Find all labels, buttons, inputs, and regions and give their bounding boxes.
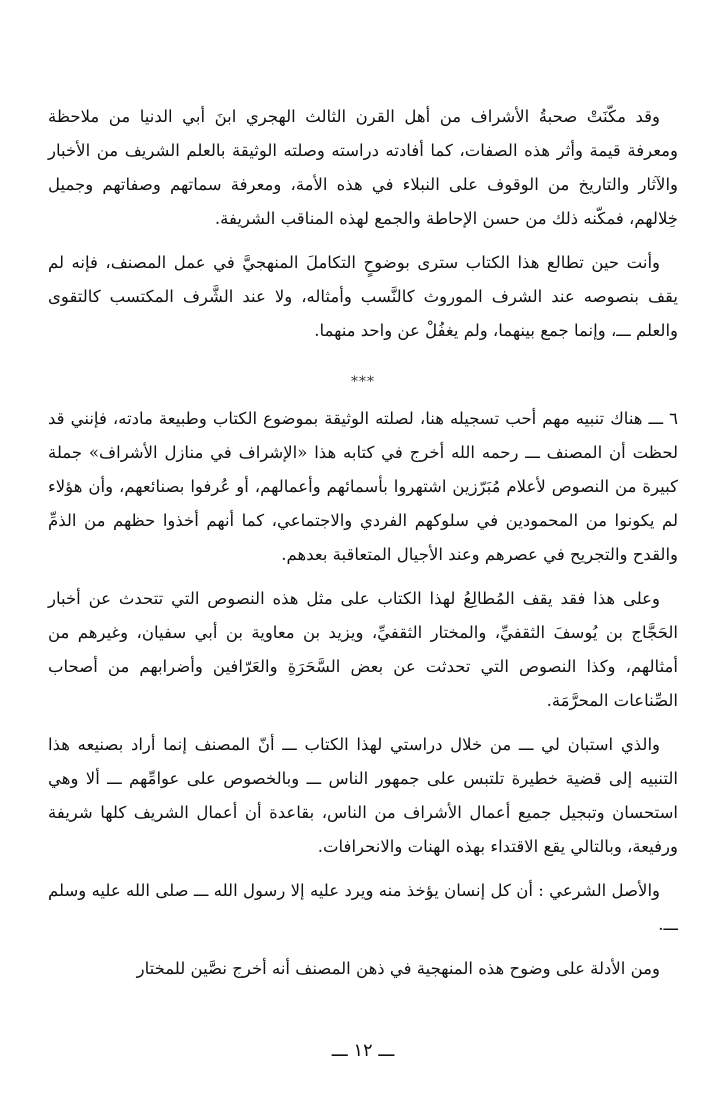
- paragraph-al-asl-al-sharii: والأصل الشرعي : أن كل إنسان يؤخذ منه ويرد عليه إلا رسول الله ـــ صلى الله عليه وسلم ـــ.: [48, 881, 678, 934]
- paragraph-min-al-adilla: ومن الأدلة على وضوح هذه المنهجية في ذهن المصنف أنه أخرج نصَّين للمختار: [136, 959, 660, 978]
- paragraph-tanbih-6: ٦ ـــ هناك تنبيه مهم أحب تسجيله هنا، لصلته الوثيقة بموضوع الكتاب وطبيعة مادته، فإنني قد لحظت أن المصنف ـــ رحمه الله أخرج في كتابه هذا «الإشراف في منازل الأشراف» جملة كبيرة من النصوص لأعلام مُبَرّزين اشتهروا بأسمائهم وأعمالهم، أو عُرفوا بصنائعهم، وأن هؤلاء لم يكونوا من المحمودين في سلوكهم الفردي والاجتماعي، كما أنهم أخذوا حظهم من الذمِّ والقدح والتجريح في عصرهم وعند الأجيال المتعاقبة بعدهم.: [48, 409, 678, 564]
- page-number: ـــ ١٢ ـــ: [331, 1040, 395, 1061]
- paragraph-manhaj-takamul: وأنت حين تطالع هذا الكتاب سترى بوضوحٍ التكاملَ المنهجيَّ في عمل المصنف، فإنه لم يقف بنصوصه عند الشرف الموروث كالنَّسب وأمثاله، ولا عند الشَّرف المكتسب كالتقوى والعلم ـــ، وإنما جمع بينهما، ولم يغفُلْ عن واحد منهما.: [48, 253, 678, 340]
- section-separator: ***: [351, 374, 375, 390]
- paragraph-sahbat-al-ashraf: وقد مكّنَتْ صحبةُ الأشراف من أهل القرن الثالث الهجري ابنَ أبي الدنيا من ملاحظة ومعرفة قيمة وأثر هذه الصفات، كما أفادته دراسته وصلته الوثيقة بالعلم الشريف من الأخبار والآثار والتاريخ من الوقوف على النبلاء في هذه الأمة، ومعرفة سماتهم وصفاتهم وجميل خِلالهم، فمكّنه ذلك من حسن الإحاطة والجمع لهذه المناقب الشريفة.: [48, 107, 678, 228]
- paragraph-al-mutali: وعلى هذا فقد يقف المُطالِعُ لهذا الكتاب على مثل هذه النصوص التي تتحدث عن أخبار الحَجَّاج بن يُوسفَ الثقفيِّ، والمختار الثقفيِّ، ويزيد بن معاوية بن أبي سفيان، وغيرهم من أمثالهم، وكذا النصوص التي تحدثت عن بعض السَّحَرَةِ والعَرّافين وأضرابهم من أصحاب الصِّناعات المحرَّمَة.: [48, 589, 678, 710]
- paragraph-istaban-li: والذي استبان لي ـــ من خلال دراستي لهذا الكتاب ـــ أنّ المصنف إنما أراد بصنيعه هذا التنبيه إلى قضية خطيرة تلتبس على جمهور الناس ـــ وبالخصوص على عوامِّهم ـــ ألا وهي استحسان وتبجيل جميع أعمال الأشراف من الناس، بقاعدة أن أعمال الشريف كلها شريفة ورفيعة، وبالتالي يقع الاقتداء بهذه الهنات والانحرافات.: [48, 735, 678, 856]
- page-body: [48, 100, 678, 986]
